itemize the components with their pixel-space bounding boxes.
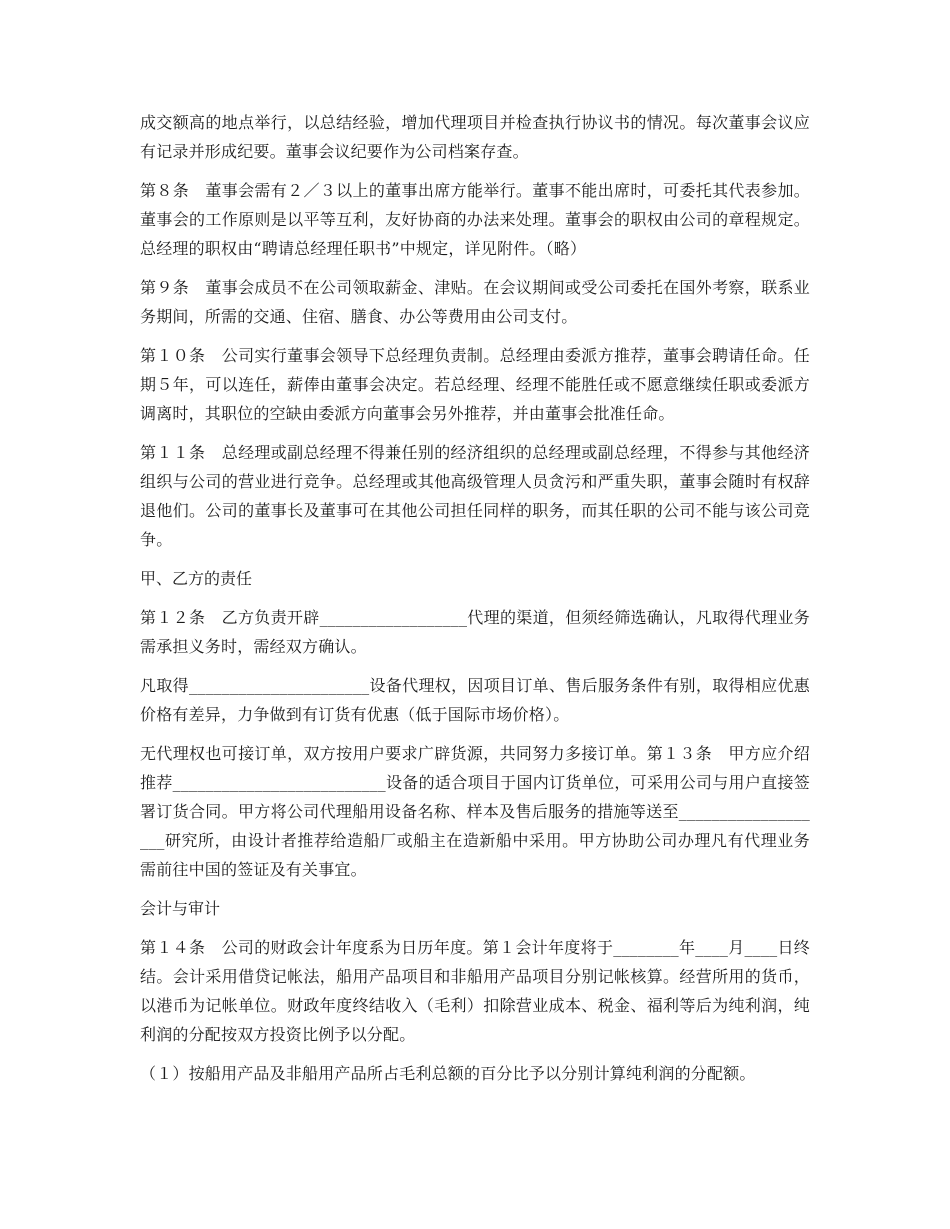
paragraph-article-13: 无代理权也可接订单，双方按用户要求广辟货源，共同努力多接订单。第１３条 甲方应介绍推荐__________________________设备的适合项目于国内订货单位，可采用公司与用户直接签署订货合同。甲方将公司代理船用设备名称、样本及售后服务的措施等送至___________________研究所，由设计者推荐给造船厂或船主在造新船中采用。甲方协助公司办理凡有代理业务需前往中国的签证及有关事宜。 [140, 744, 810, 879]
paragraph-article-12: 第１２条 乙方负责开辟__________________代理的渠道，但须经筛选确认，凡取得代理业务需承担义务时，需经双方确认。 [140, 608, 810, 656]
section-heading-accounting: 会计与审计 [140, 899, 221, 918]
paragraph-article-14: 第１４条 公司的财政会计年度系为日历年度。第１会计年度将于________年____月____日终结。会计采用借贷记帐法，船用产品项目和非船用产品项目分别记帐核算。经营所用的货币，以港币为记帐单位。财政年度终结收入（毛利）扣除营业成本、税金、福利等后为纯利润，纯利润的分配按双方投资比例予以分配。 [140, 938, 810, 1044]
paragraph-article-9: 第９条 董事会成员不在公司领取薪金、津贴。在会议期间或受公司委托在国外考察，联系业务期间，所需的交通、住宿、膳食、办公等费用由公司支付。 [140, 278, 810, 326]
section-heading-responsibilities: 甲、乙方的责任 [140, 569, 253, 588]
paragraph-item-1: （１）按船用产品及非船用产品所占毛利总额的百分比予以分别计算纯利润的分配额。 [140, 1064, 756, 1083]
paragraph-article-11: 第１１条 总经理或副总经理不得兼任别的经济组织的总经理或副总经理，不得参与其他经济组织与公司的营业进行竞争。总经理或其他高级管理人员贪污和严重失职，董事会随时有权辞退他们。公司的董事长及董事可在其他公司担任同样的职务，而其任职的公司不能与该公司竞争。 [140, 443, 810, 549]
document-page [140, 108, 810, 1098]
paragraph-meeting-records: 成交额高的地点举行，以总结经验，增加代理项目并检查执行协议书的情况。每次董事会议应有记录并形成纪要。董事会议纪要作为公司档案存查。 [140, 113, 810, 161]
paragraph-article-8: 第８条 董事会需有２／３以上的董事出席方能举行。董事不能出席时，可委托其代表参加。董事会的工作原则是以平等互利，友好协商的办法来处理。董事会的职权由公司的章程规定。总经理的职权由“聘请总经理任职书”中规定，详见附件。（略） [140, 181, 810, 258]
paragraph-article-10: 第１０条 公司实行董事会领导下总经理负责制。总经理由委派方推荐，董事会聘请任命。任期５年，可以连任，薪俸由董事会决定。若总经理、经理不能胜任或不愿意继续任职或委派方调离时，其职位的空缺由委派方向董事会另外推荐，并由董事会批准任命。 [140, 346, 810, 423]
paragraph-agency-rights: 凡取得______________________设备代理权，因项目订单、售后服务条件有别，取得相应优惠价格有差异，力争做到有订货有优惠（低于国际市场价格）。 [140, 676, 810, 724]
